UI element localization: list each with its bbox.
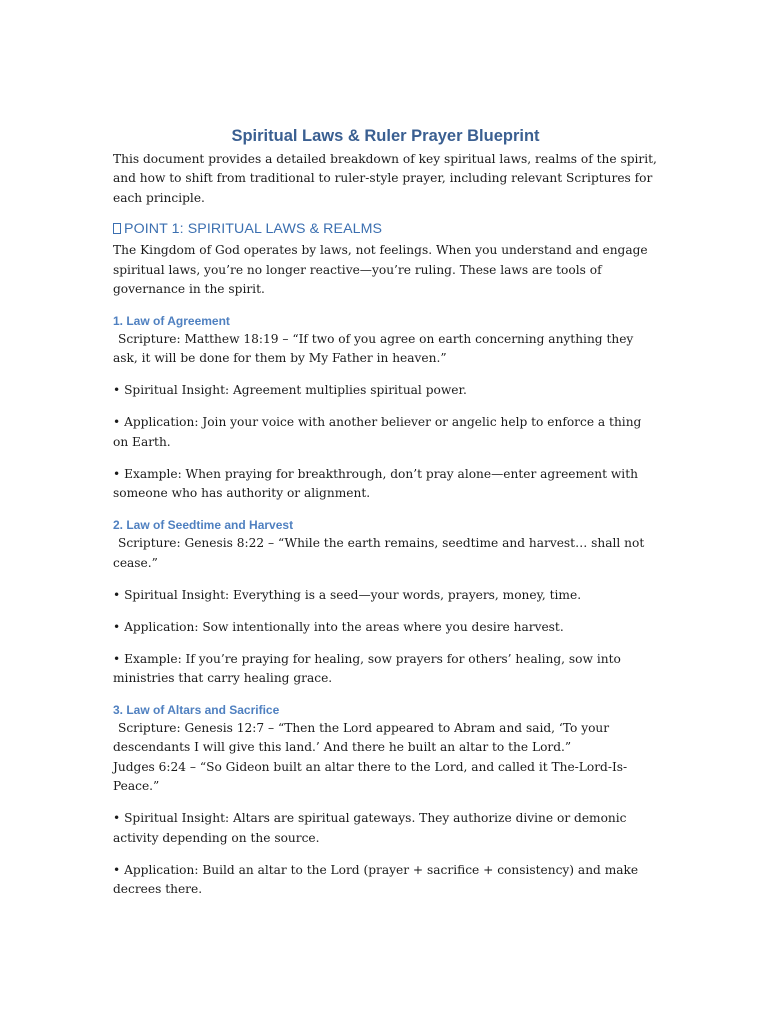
- law-bullet: • Application: Join your voice with another believer or angelic help to enforce a thing on Earth.: [113, 415, 642, 449]
- law-scripture: [113, 719, 658, 797]
- scripture-text-line2: Judges 6:24 – “So Gideon built an altar there to the Lord, and called it The-Lord-Is-Peace.”: [113, 759, 628, 794]
- intro-paragraph: This document provides a detailed breakdown of key spiritual laws, realms of the spirit, and how to shift from traditional to ruler-style prayer, including relevant Scriptures for each principle.: [113, 152, 657, 205]
- law-bullet: • Spiritual Insight: Altars are spiritual gateways. They authorize divine or demonic activity depending on the source.: [113, 811, 627, 845]
- document-page: [113, 125, 658, 912]
- law-heading-agreement: 1. Law of Agreement: [113, 314, 230, 329]
- law-bullet: • Spiritual Insight: Everything is a seed—your words, prayers, money, time.: [113, 587, 582, 602]
- missing-glyph-icon: [113, 223, 121, 234]
- law-bullet: • Example: If you’re praying for healing, sow prayers for others’ healing, sow into ministries that carry healing grace.: [113, 651, 621, 686]
- law-bullet: • Application: Sow intentionally into the areas where you desire harvest.: [113, 619, 564, 634]
- point-heading: [113, 219, 658, 239]
- law-bullet: • Example: When praying for breakthrough, don’t pray alone—enter agreement with someone who has authority or alignment.: [113, 466, 638, 501]
- scripture-text: Scripture: Genesis 8:22 – “While the earth remains, seedtime and harvest… shall not cease.”: [113, 536, 645, 570]
- law-heading-altars: 3. Law of Altars and Sacrifice: [113, 703, 280, 718]
- point-body: The Kingdom of God operates by laws, not feelings. When you understand and engage spiritual laws, you’re no longer reactive—you’re ruling. These laws are tools of governance in the spirit.: [113, 243, 648, 297]
- law-heading-seedtime: 2. Law of Seedtime and Harvest: [113, 518, 294, 533]
- point-heading-text: POINT 1: SPIRITUAL LAWS & REALMS: [124, 221, 383, 238]
- law-bullet: • Application: Build an altar to the Lord (prayer + sacrifice + consistency) and make decrees there.: [113, 862, 639, 897]
- scripture-text: Scripture: Matthew 18:19 – “If two of you agree on earth concerning anything they ask, it will be done for them by My Father in heaven.”: [113, 332, 634, 366]
- document-title: Spiritual Laws & Ruler Prayer Blueprint: [231, 127, 540, 145]
- scripture-text: Scripture: Genesis 12:7 – “Then the Lord appeared to Abram and said, ‘To your descendants I will give this land.’ And there he built an altar to the Lord.”: [113, 721, 610, 755]
- law-scripture: [113, 534, 658, 573]
- law-bullet: • Spiritual Insight: Agreement multiplies spiritual power.: [113, 383, 467, 398]
- law-scripture: [113, 330, 658, 369]
